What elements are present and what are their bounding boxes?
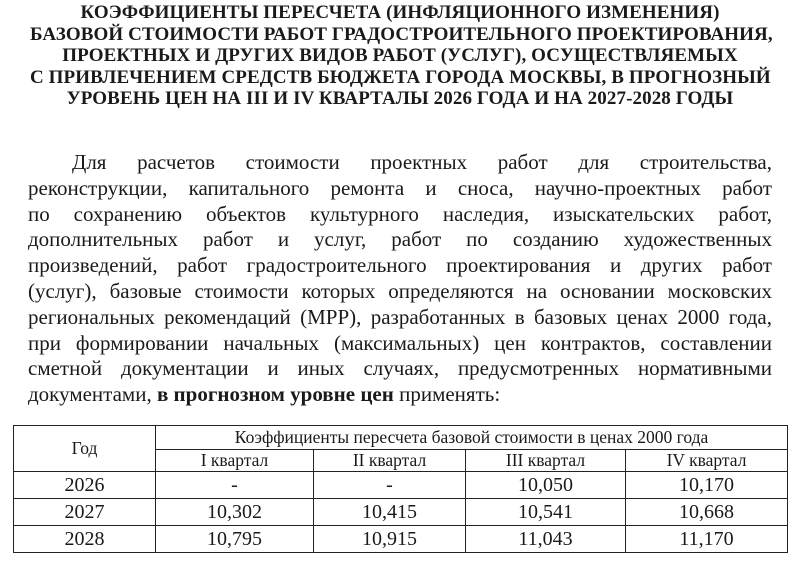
value-cell: 10,170 bbox=[626, 472, 788, 499]
paragraph-text: документами, bbox=[28, 382, 157, 407]
year-column-header: Год bbox=[14, 426, 156, 472]
paragraph-last-line bbox=[28, 382, 772, 408]
value-cell: 10,541 bbox=[466, 499, 626, 526]
value-cell: 10,795 bbox=[156, 526, 314, 553]
paragraph-line: Для расчетов стоимости проектных работ для строительства, bbox=[72, 150, 772, 174]
quarter-header: IV квартал bbox=[626, 450, 788, 472]
instruction-paragraph bbox=[28, 150, 772, 408]
coefficients-group-header: Коэффициенты пересчета базовой стоимости в ценах 2000 года bbox=[156, 426, 788, 450]
paragraph-line: сметной документации и иных случаях, предусмотренных нормативными bbox=[28, 356, 772, 381]
paragraph-line: дополнительных работ и услуг, работ по созданию художественных bbox=[28, 227, 772, 252]
title-line: ПРОЕКТНЫХ И ДРУГИХ ВИДОВ РАБОТ (УСЛУГ), ОСУЩЕСТВЛЯЕМЫХ bbox=[62, 45, 738, 66]
title-line: УРОВЕНЬ ЦЕН НА III И IV КВАРТАЛЫ 2026 ГОДА И НА 2027-2028 ГОДЫ bbox=[66, 88, 734, 109]
value-cell: 10,668 bbox=[626, 499, 788, 526]
table-row bbox=[14, 499, 788, 526]
paragraph-line: произведений, работ градостроительного проектирования и других работ bbox=[28, 253, 772, 278]
paragraph-line: при формировании начальных (максимальных) цен контрактов, составлении bbox=[28, 330, 772, 355]
value-cell: 11,043 bbox=[466, 526, 626, 553]
table-row bbox=[14, 472, 788, 499]
year-cell: 2028 bbox=[14, 526, 156, 553]
year-cell: 2027 bbox=[14, 499, 156, 526]
value-cell: 11,170 bbox=[626, 526, 788, 553]
paragraph-line: (услуг), базовые стоимости которых определяются на основании московских bbox=[28, 278, 772, 303]
paragraph-bold-phrase: в прогнозном уровне цен bbox=[156, 382, 394, 407]
paragraph-line: по сохранению объектов культурного наследия, изыскательских работ, bbox=[28, 201, 772, 226]
paragraph-line: региональных рекомендаций (МРР), разработанных в базовых ценах 2000 года, bbox=[28, 304, 772, 329]
title-line: БАЗОВОЙ СТОИМОСТИ РАБОТ ГРАДОСТРОИТЕЛЬНОГО ПРОЕКТИРОВАНИЯ, bbox=[30, 23, 773, 45]
value-cell: 10,415 bbox=[314, 499, 466, 526]
coefficients-table bbox=[13, 425, 788, 553]
title-line: С ПРИВЛЕЧЕНИЕМ СРЕДСТВ БЮДЖЕТА ГОРОДА МОСКВЫ, В ПРОГНОЗНЫЙ bbox=[30, 66, 771, 88]
value-cell: - bbox=[156, 472, 314, 499]
value-cell: 10,915 bbox=[314, 526, 466, 553]
quarter-header: III квартал bbox=[466, 450, 626, 472]
value-cell: 10,302 bbox=[156, 499, 314, 526]
year-cell: 2026 bbox=[14, 472, 156, 499]
quarter-header: II квартал bbox=[314, 450, 466, 472]
value-cell: 10,050 bbox=[466, 472, 626, 499]
value-cell: - bbox=[314, 472, 466, 499]
paragraph-text: применять: bbox=[393, 382, 501, 407]
document-title bbox=[30, 2, 773, 110]
table-row bbox=[14, 526, 788, 553]
quarter-header: I квартал bbox=[156, 450, 314, 472]
paragraph-line: реконструкции, капитального ремонта и сноса, научно-проектных работ bbox=[28, 175, 772, 200]
title-line: КОЭФФИЦИЕНТЫ ПЕРЕСЧЕТА (ИНФЛЯЦИОННОГО ИЗМЕНЕНИЯ) bbox=[80, 2, 720, 23]
